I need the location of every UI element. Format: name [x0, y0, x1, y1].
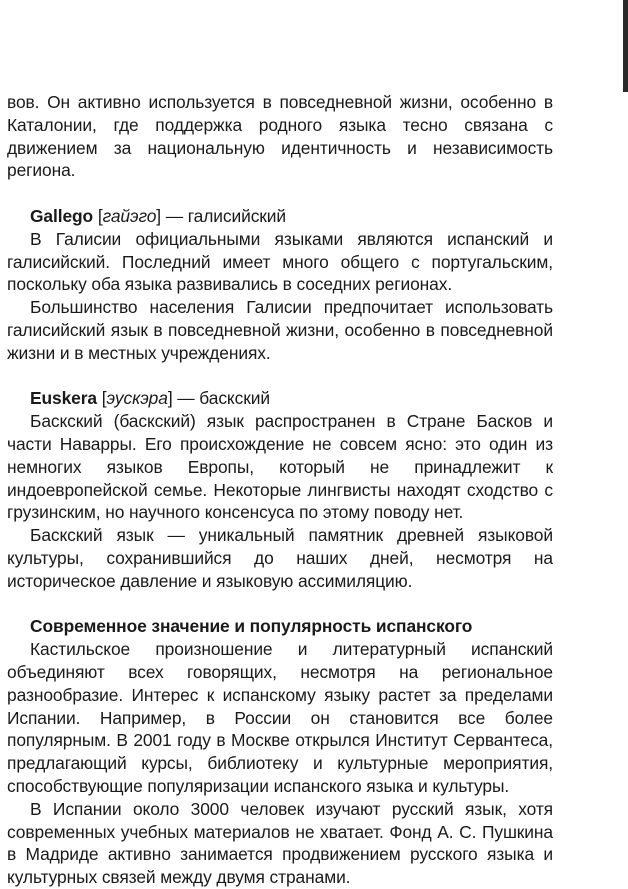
section-gallego: [7, 205, 553, 365]
transliteration-gallego: гайэго: [102, 205, 157, 226]
paragraph: Баскский (баскский) язык распространен в Стране Басков и части Наварры. Его происхождение не совсем ясно: это один из немногих языков Европы, который не принадлежит к индоевропейской семье. Некоторые лингвисты находят сходство с грузинским, но научного консенсуса по этому поводу нет.: [7, 411, 553, 523]
paragraph: Баскский язык — уникальный памятник древней языковой культуры, сохранившийся до наших дней, несмотря на историческое давление и языковую ассимиляцию.: [7, 525, 553, 591]
paragraph: В Галисии официальными языками являются испанский и галисийский. Последний имеет много общего с португальским, поскольку оба языка развивались в соседних регионах.: [7, 228, 553, 295]
section-modern: [7, 615, 553, 889]
section-title-modern: Современное значение и популярность испанского: [30, 616, 473, 637]
spacer: [7, 365, 553, 388]
page-edge-tab: [623, 0, 628, 92]
section-heading-gallego: [7, 205, 553, 228]
section-heading-euskera: [7, 387, 553, 410]
transliteration-euskera: эускэра: [106, 388, 168, 409]
paragraph: В Испании около 3000 человек изучают русский язык, хотя современных учебных материалов не хватает. Фонд А. С. Пушкина в Мадриде активно занимается продвижением русского языка и культурных связей между двумя странами.: [7, 798, 553, 888]
bracket-open: [: [93, 205, 103, 226]
intro-paragraph: вов. Он активно используется в повседневной жизни, особенно в Каталонии, где поддержка родного языка тесно связана с движением за национальную идентичность и независимость региона.: [7, 92, 553, 181]
term-gallego: Gallego: [30, 205, 94, 226]
term-euskera: Euskera: [30, 388, 97, 409]
translation-gallego: ] — галисийский: [156, 205, 287, 226]
paragraph: Кастильское произношение и литературный испанский объединяют всех говорящих, несмотря на региональное разнообразие. Интерес к испанскому языку растет за пределами Испании. Например, в России он становится все более популярным. В 2001 году в Москве открылся Институт Сервантеса, предлагающий курсы, библиотеку и культурные мероприятия, способствующие популяризации испанского языка и культуры.: [7, 639, 553, 796]
spacer: [7, 593, 553, 616]
bracket-open: [: [96, 388, 107, 409]
spacer: [7, 182, 553, 205]
section-euskera: [7, 387, 553, 592]
translation-euskera: ] — баскский: [167, 388, 270, 409]
document-page: [7, 91, 553, 889]
paragraph: Большинство населения Галисии предпочитает использовать галисийский язык в повседневной жизни, особенно в повседневной жизни и в местных учреждениях.: [7, 297, 553, 363]
